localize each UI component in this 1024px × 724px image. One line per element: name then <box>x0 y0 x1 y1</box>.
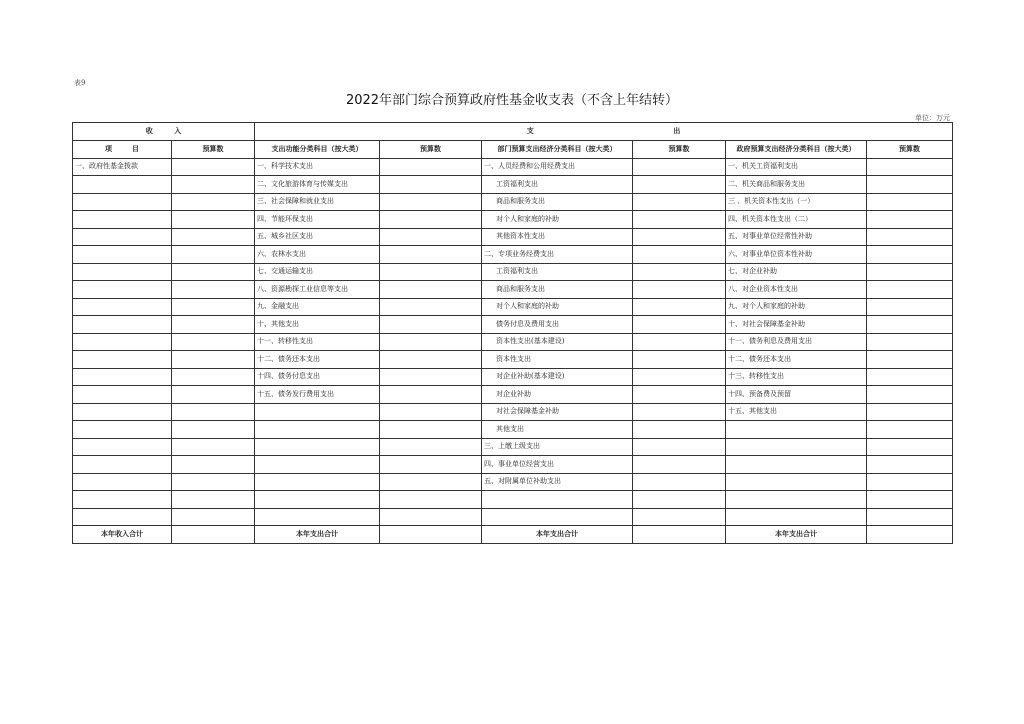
gov-budget-cell <box>867 211 953 229</box>
func-class-cell <box>255 281 380 299</box>
gov-econ-cell <box>726 473 867 491</box>
gov-econ-cell <box>726 298 867 316</box>
func-class-cell-text: 五、城乡社区支出 <box>257 232 313 241</box>
func-class-cell-text: 九、金融支出 <box>257 302 299 311</box>
income-budget-cell <box>172 438 255 456</box>
table-row <box>73 333 953 351</box>
table-row <box>73 456 953 474</box>
income-budget-cell <box>172 456 255 474</box>
func-class-cell-text: 十一、转移性支出 <box>257 337 313 346</box>
func-class-cell <box>255 246 380 264</box>
income-budget-cell <box>172 263 255 281</box>
income-budget-cell <box>172 281 255 299</box>
income-item-cell <box>73 158 172 176</box>
income-item-cell <box>73 281 172 299</box>
income-item-cell <box>73 386 172 404</box>
col-header-budget-1: 预算数 <box>172 141 255 159</box>
income-budget-cell <box>172 298 255 316</box>
func-budget-cell <box>380 211 482 229</box>
totals-row <box>73 526 953 544</box>
income-budget-cell <box>172 246 255 264</box>
col-header-dept-econ: 部门预算支出经济分类科目（按大类） <box>482 141 633 159</box>
income-budget-cell <box>172 193 255 211</box>
gov-econ-cell <box>726 281 867 299</box>
func-budget-cell <box>380 193 482 211</box>
col-header-budget-4: 预算数 <box>867 141 953 159</box>
dept-econ-cell-text: 对企业补助(基本建设) <box>496 372 565 381</box>
table-row <box>73 281 953 299</box>
dept-econ-cell <box>482 211 633 229</box>
income-item-cell <box>73 193 172 211</box>
func-budget-cell <box>380 421 482 439</box>
gov-econ-cell-text: 八、对企业资本性支出 <box>728 284 798 293</box>
dept-econ-cell <box>482 298 633 316</box>
func-class-cell <box>255 228 380 246</box>
table-row <box>73 298 953 316</box>
gov-budget-cell <box>867 333 953 351</box>
gov-econ-cell <box>726 368 867 386</box>
dept-budget-cell <box>633 228 726 246</box>
dept-econ-cell <box>482 456 633 474</box>
dept-econ-cell <box>482 438 633 456</box>
gov-econ-cell <box>726 456 867 474</box>
func-class-cell-text: 八、资源勘探工业信息等支出 <box>257 284 348 293</box>
income-budget-cell <box>172 228 255 246</box>
income-header-char-2: 入 <box>174 127 182 135</box>
func-class-cell <box>255 403 380 421</box>
income-budget-cell <box>172 491 255 509</box>
func-budget-cell <box>380 281 482 299</box>
dept-econ-cell <box>482 246 633 264</box>
expense-header <box>255 123 953 141</box>
gov-econ-cell <box>726 316 867 334</box>
gov-total-value <box>867 526 953 544</box>
func-class-cell <box>255 491 380 509</box>
dept-econ-cell-text: 工资福利支出 <box>496 267 538 276</box>
table-row <box>73 316 953 334</box>
dept-budget-cell <box>633 211 726 229</box>
dept-econ-cell <box>482 158 633 176</box>
dept-budget-cell <box>633 158 726 176</box>
gov-econ-cell-text: 五、对事业单位经常性补助 <box>728 232 812 241</box>
func-class-cell <box>255 193 380 211</box>
unit-label: 单位：万元 <box>915 114 950 122</box>
gov-budget-cell <box>867 316 953 334</box>
dept-total-label: 本年支出合计 <box>482 526 633 544</box>
func-class-cell <box>255 176 380 194</box>
income-budget-cell <box>172 211 255 229</box>
gov-econ-cell-text: 十五、其他支出 <box>728 407 777 416</box>
income-budget-cell <box>172 403 255 421</box>
col-header-item-char-1: 项 <box>105 144 112 153</box>
income-item-cell <box>73 211 172 229</box>
gov-econ-cell <box>726 263 867 281</box>
dept-econ-cell <box>482 263 633 281</box>
dept-budget-cell <box>633 473 726 491</box>
income-budget-cell <box>172 421 255 439</box>
col-header-item <box>73 141 172 159</box>
func-class-cell <box>255 421 380 439</box>
table-row <box>73 158 953 176</box>
dept-econ-cell-text: 其他资本性支出 <box>496 232 545 241</box>
income-budget-cell <box>172 351 255 369</box>
dept-econ-cell <box>482 351 633 369</box>
income-budget-cell <box>172 316 255 334</box>
gov-budget-cell <box>867 473 953 491</box>
dept-budget-cell <box>633 176 726 194</box>
dept-econ-cell <box>482 333 633 351</box>
gov-econ-cell-text: 一、机关工资福利支出 <box>728 162 798 171</box>
dept-econ-cell <box>482 368 633 386</box>
gov-econ-cell <box>726 193 867 211</box>
func-class-cell <box>255 316 380 334</box>
gov-budget-cell <box>867 351 953 369</box>
dept-budget-cell <box>633 403 726 421</box>
func-budget-cell <box>380 351 482 369</box>
table-row <box>73 176 953 194</box>
func-budget-cell <box>380 333 482 351</box>
func-budget-cell <box>380 386 482 404</box>
func-budget-cell <box>380 438 482 456</box>
income-budget-cell <box>172 176 255 194</box>
expense-header-char-1: 支 <box>526 127 534 135</box>
func-class-cell-text: 七、交通运输支出 <box>257 267 313 276</box>
income-budget-cell <box>172 473 255 491</box>
income-item-cell <box>73 298 172 316</box>
gov-econ-cell <box>726 421 867 439</box>
dept-econ-cell-text: 工资福利支出 <box>496 179 538 188</box>
gov-budget-cell <box>867 158 953 176</box>
table-row <box>73 193 953 211</box>
dept-econ-cell-text: 资本性支出 <box>496 354 531 363</box>
dept-econ-cell <box>482 386 633 404</box>
func-class-cell-text: 十五、债务发行费用支出 <box>257 389 334 398</box>
gov-budget-cell <box>867 438 953 456</box>
dept-econ-cell <box>482 281 633 299</box>
dept-econ-cell-text: 商品和服务支出 <box>496 284 545 293</box>
gov-econ-cell-text: 七、对企业补助 <box>728 267 777 276</box>
gov-econ-cell <box>726 351 867 369</box>
func-budget-cell <box>380 228 482 246</box>
income-item-cell <box>73 438 172 456</box>
table-row <box>73 351 953 369</box>
table-row <box>73 508 953 526</box>
dept-budget-cell <box>633 298 726 316</box>
dept-econ-cell-text: 四、事业单位经营支出 <box>484 459 554 468</box>
gov-econ-cell <box>726 176 867 194</box>
col-header-budget-2: 预算数 <box>380 141 482 159</box>
table-row <box>73 438 953 456</box>
dept-econ-cell <box>482 473 633 491</box>
dept-econ-cell-text: 其他支出 <box>496 424 524 433</box>
dept-budget-cell <box>633 421 726 439</box>
dept-econ-cell <box>482 403 633 421</box>
income-header <box>73 123 255 141</box>
income-item-cell <box>73 403 172 421</box>
gov-total-label: 本年支出合计 <box>726 526 867 544</box>
dept-budget-cell <box>633 193 726 211</box>
gov-budget-cell <box>867 403 953 421</box>
income-total-value <box>172 526 255 544</box>
table-row <box>73 263 953 281</box>
func-total-label: 本年支出合计 <box>255 526 380 544</box>
table-row <box>73 246 953 264</box>
dept-econ-cell <box>482 316 633 334</box>
dept-budget-cell <box>633 508 726 526</box>
table-row <box>73 403 953 421</box>
func-budget-cell <box>380 368 482 386</box>
income-budget-cell <box>172 386 255 404</box>
gov-econ-cell <box>726 403 867 421</box>
gov-budget-cell <box>867 246 953 264</box>
gov-econ-cell-text: 六、对事业单位资本性补助 <box>728 249 812 258</box>
func-budget-cell <box>380 473 482 491</box>
func-class-cell <box>255 158 380 176</box>
dept-econ-cell-text: 商品和服务支出 <box>496 197 545 206</box>
gov-econ-cell <box>726 491 867 509</box>
table-row <box>73 211 953 229</box>
gov-econ-cell-text: 九、对个人和家庭的补助 <box>728 302 805 311</box>
func-budget-cell <box>380 316 482 334</box>
func-class-cell <box>255 263 380 281</box>
gov-budget-cell <box>867 508 953 526</box>
func-class-cell <box>255 438 380 456</box>
func-class-cell-text: 六、农林水支出 <box>257 249 306 258</box>
income-item-cell <box>73 368 172 386</box>
dept-budget-cell <box>633 281 726 299</box>
dept-econ-cell-text: 资本性支出(基本建设) <box>496 337 565 346</box>
dept-econ-cell-text: 对个人和家庭的补助 <box>496 302 559 311</box>
gov-budget-cell <box>867 176 953 194</box>
income-item-cell <box>73 263 172 281</box>
income-item-cell <box>73 351 172 369</box>
func-class-cell <box>255 386 380 404</box>
expense-header-char-2: 出 <box>673 127 681 135</box>
gov-econ-cell <box>726 333 867 351</box>
table-row <box>73 386 953 404</box>
func-class-cell <box>255 368 380 386</box>
dept-econ-cell-text: 三、上缴上级支出 <box>484 442 540 451</box>
dept-budget-cell <box>633 333 726 351</box>
func-class-cell <box>255 508 380 526</box>
dept-econ-cell-text: 二、专项业务经费支出 <box>484 249 554 258</box>
income-header-char-1: 收 <box>145 127 153 135</box>
dept-econ-cell <box>482 491 633 509</box>
func-class-cell <box>255 211 380 229</box>
dept-budget-cell <box>633 316 726 334</box>
dept-budget-cell <box>633 368 726 386</box>
col-header-budget-3: 预算数 <box>633 141 726 159</box>
income-budget-cell <box>172 368 255 386</box>
col-header-gov-econ: 政府预算支出经济分类科目（按大类） <box>726 141 867 159</box>
dept-budget-cell <box>633 386 726 404</box>
gov-econ-cell-text: 十三、转移性支出 <box>728 372 784 381</box>
income-item-cell <box>73 508 172 526</box>
income-item-cell <box>73 316 172 334</box>
func-budget-cell <box>380 456 482 474</box>
dept-budget-cell <box>633 246 726 264</box>
income-item-cell <box>73 473 172 491</box>
dept-budget-cell <box>633 351 726 369</box>
dept-total-value <box>633 526 726 544</box>
income-item-cell <box>73 421 172 439</box>
func-budget-cell <box>380 508 482 526</box>
table-row <box>73 228 953 246</box>
gov-econ-cell <box>726 386 867 404</box>
income-budget-cell <box>172 508 255 526</box>
gov-budget-cell <box>867 228 953 246</box>
dept-budget-cell <box>633 456 726 474</box>
income-total-label: 本年收入合计 <box>73 526 172 544</box>
income-item-cell <box>73 491 172 509</box>
income-budget-cell <box>172 158 255 176</box>
func-budget-cell <box>380 491 482 509</box>
func-class-cell-text: 十、其他支出 <box>257 319 299 328</box>
income-budget-cell <box>172 333 255 351</box>
dept-econ-cell <box>482 228 633 246</box>
func-class-cell-text: 三、社会保障和就业支出 <box>257 197 334 206</box>
func-budget-cell <box>380 403 482 421</box>
dept-budget-cell <box>633 491 726 509</box>
func-budget-cell <box>380 263 482 281</box>
gov-budget-cell <box>867 298 953 316</box>
table-row <box>73 491 953 509</box>
gov-econ-cell <box>726 508 867 526</box>
table-row <box>73 473 953 491</box>
gov-econ-cell-text: 三 、机关资本性支出（一） <box>728 197 815 206</box>
func-total-value <box>380 526 482 544</box>
dept-budget-cell <box>633 263 726 281</box>
dept-econ-cell-text: 对个人和家庭的补助 <box>496 214 559 223</box>
gov-budget-cell <box>867 281 953 299</box>
dept-econ-cell-text: 一、人员经费和公用经费支出 <box>484 162 575 171</box>
func-class-cell-text: 一、科学技术支出 <box>257 162 313 171</box>
gov-econ-cell-text: 二、机关商品和服务支出 <box>728 179 805 188</box>
dept-budget-cell <box>633 438 726 456</box>
func-class-cell-text: 十二、债务还本支出 <box>257 354 320 363</box>
dept-econ-cell <box>482 421 633 439</box>
income-item-cell <box>73 176 172 194</box>
income-item-cell <box>73 456 172 474</box>
gov-econ-cell <box>726 438 867 456</box>
table-row <box>73 421 953 439</box>
col-header-item-char-2: 目 <box>132 144 139 153</box>
func-class-cell <box>255 456 380 474</box>
budget-table <box>72 122 953 544</box>
func-class-cell <box>255 298 380 316</box>
dept-econ-cell <box>482 176 633 194</box>
func-class-cell-text: 十四、债务付息支出 <box>257 372 320 381</box>
gov-econ-cell-text: 十四、预备费及预留 <box>728 389 791 398</box>
func-class-cell-text: 四、节能环保支出 <box>257 214 313 223</box>
gov-econ-cell-text: 十、对社会保障基金补助 <box>728 319 805 328</box>
gov-budget-cell <box>867 456 953 474</box>
func-budget-cell <box>380 176 482 194</box>
gov-budget-cell <box>867 421 953 439</box>
func-class-cell <box>255 333 380 351</box>
gov-econ-cell <box>726 158 867 176</box>
income-item-cell <box>73 333 172 351</box>
gov-econ-cell-text: 十一、债务利息及费用支出 <box>728 337 812 346</box>
col-header-func-class: 支出功能分类科目（按大类） <box>255 141 380 159</box>
func-budget-cell <box>380 298 482 316</box>
gov-budget-cell <box>867 491 953 509</box>
func-budget-cell <box>380 158 482 176</box>
header-row-top <box>73 123 953 141</box>
income-item-cell-text: 一、政府性基金拨款 <box>75 162 138 171</box>
dept-econ-cell-text: 对社会保障基金补助 <box>496 407 559 416</box>
page-title: 2022年部门综合预算政府性基金收支表（不含上年结转） <box>345 93 679 108</box>
dept-econ-cell-text: 五、对附属单位补助支出 <box>484 477 561 486</box>
gov-budget-cell <box>867 386 953 404</box>
income-item-cell <box>73 228 172 246</box>
gov-econ-cell <box>726 228 867 246</box>
income-item-cell <box>73 246 172 264</box>
gov-budget-cell <box>867 193 953 211</box>
dept-econ-cell <box>482 508 633 526</box>
table-number-label: 表9 <box>74 79 86 87</box>
gov-econ-cell <box>726 246 867 264</box>
func-class-cell <box>255 473 380 491</box>
gov-budget-cell <box>867 368 953 386</box>
gov-budget-cell <box>867 263 953 281</box>
gov-econ-cell <box>726 211 867 229</box>
gov-econ-cell-text: 十二、债务还本支出 <box>728 354 791 363</box>
header-row-columns <box>73 141 953 159</box>
gov-econ-cell-text: 四、机关资本性支出（二） <box>728 214 812 223</box>
dept-econ-cell <box>482 193 633 211</box>
dept-econ-cell-text: 债务付息及费用支出 <box>496 319 559 328</box>
func-class-cell <box>255 351 380 369</box>
func-budget-cell <box>380 246 482 264</box>
func-class-cell-text: 二、文化旅游体育与传媒支出 <box>257 179 348 188</box>
table-row <box>73 368 953 386</box>
dept-econ-cell-text: 对企业补助 <box>496 389 531 398</box>
